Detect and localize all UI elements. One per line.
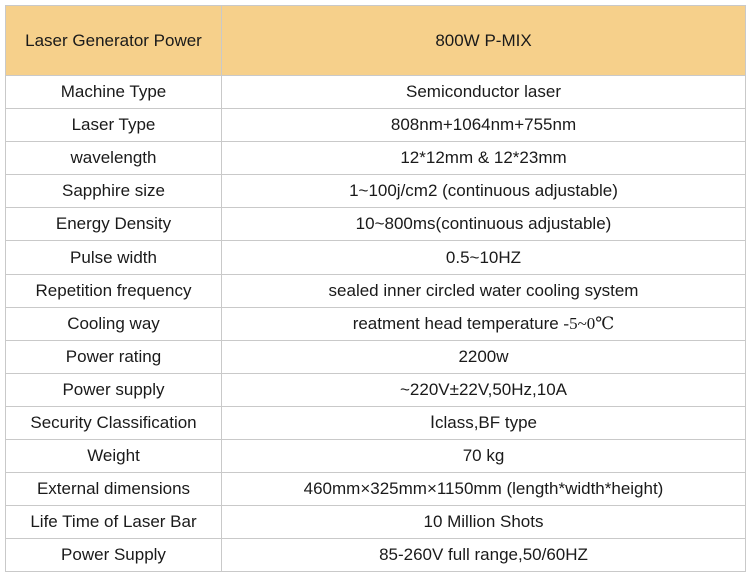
table-row xyxy=(6,274,746,307)
row-value: 460mm×325mm×1150mm (length*width*height) xyxy=(222,473,746,506)
row-value: 808nm+1064nm+755nm xyxy=(222,109,746,142)
row-label: Life Time of Laser Bar xyxy=(6,506,222,539)
table-row xyxy=(6,340,746,373)
table-row xyxy=(6,307,746,340)
row-value: ~220V±22V,50Hz,10A xyxy=(222,373,746,406)
table-row xyxy=(6,406,746,439)
row-label: Security Classification xyxy=(6,406,222,439)
row-value-temperature: -5~0℃ xyxy=(563,313,615,333)
table-row xyxy=(6,539,746,572)
table-row xyxy=(6,241,746,274)
row-label: Sapphire size xyxy=(6,175,222,208)
table-row xyxy=(6,473,746,506)
table-row xyxy=(6,175,746,208)
row-label: External dimensions xyxy=(6,473,222,506)
row-label: Energy Density xyxy=(6,208,222,241)
table-row xyxy=(6,109,746,142)
row-value: sealed inner circled water cooling system xyxy=(222,274,746,307)
table-row xyxy=(6,142,746,175)
header-value-cell: 800W P-MIX xyxy=(222,6,746,76)
row-value: Ⅰclass,BF type xyxy=(222,406,746,439)
row-label: Pulse width xyxy=(6,241,222,274)
row-value: 10 Million Shots xyxy=(222,506,746,539)
row-value: 10~800ms(continuous adjustable) xyxy=(222,208,746,241)
row-label: Laser Type xyxy=(6,109,222,142)
row-value-text: reatment head temperature xyxy=(352,313,564,333)
row-label: Power rating xyxy=(6,340,222,373)
row-label: Repetition frequency xyxy=(6,274,222,307)
table-row xyxy=(6,506,746,539)
row-value: Semiconductor laser xyxy=(222,76,746,109)
row-value: 2200w xyxy=(222,340,746,373)
row-label: Power Supply xyxy=(6,539,222,572)
row-value: 12*12mm & 12*23mm xyxy=(222,142,746,175)
row-label: Weight xyxy=(6,440,222,473)
table-row xyxy=(6,440,746,473)
header-label-cell: Laser Generator Power xyxy=(6,6,222,76)
row-label: Machine Type xyxy=(6,76,222,109)
table-row xyxy=(6,208,746,241)
table-row xyxy=(6,373,746,406)
spec-table xyxy=(5,5,746,572)
row-value: 1~100j/cm2 (continuous adjustable) xyxy=(222,175,746,208)
row-value xyxy=(222,307,746,340)
row-label: Cooling way xyxy=(6,307,222,340)
table-header-row xyxy=(6,6,746,76)
row-label: wavelength xyxy=(6,142,222,175)
row-value: 70 kg xyxy=(222,440,746,473)
row-label: Power supply xyxy=(6,373,222,406)
row-value: 85-260V full range,50/60HZ xyxy=(222,539,746,572)
row-value: 0.5~10HZ xyxy=(222,241,746,274)
table-row xyxy=(6,76,746,109)
